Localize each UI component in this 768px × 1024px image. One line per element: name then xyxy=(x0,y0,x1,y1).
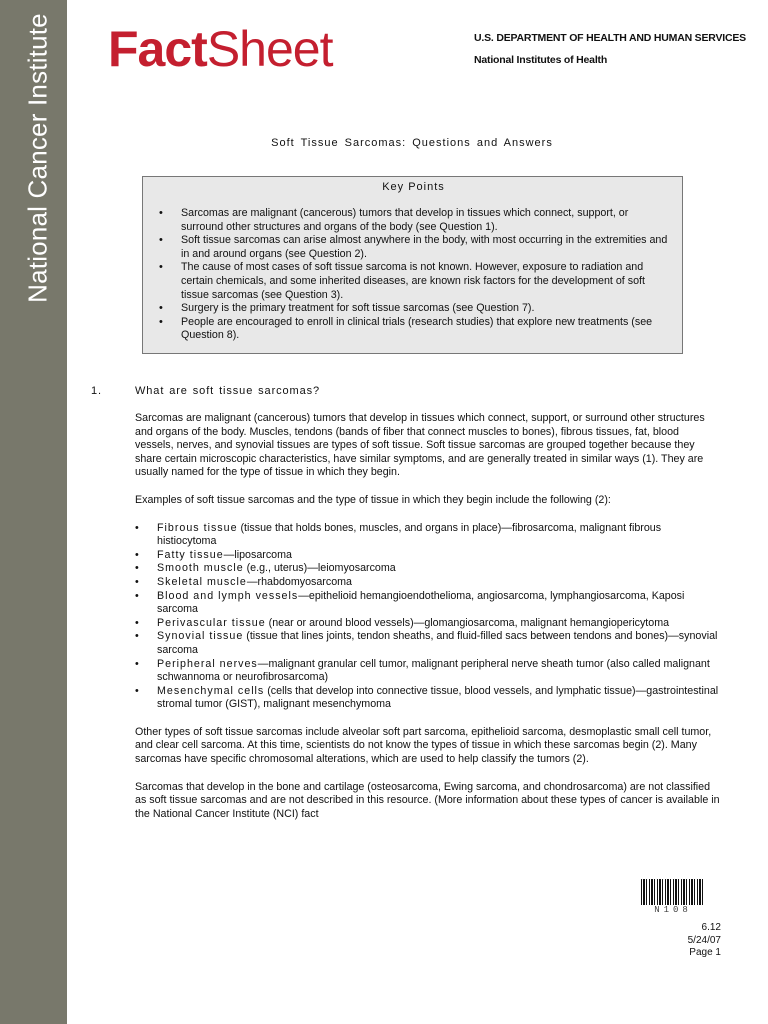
question-heading xyxy=(91,385,320,397)
key-points-heading: Key Points xyxy=(382,181,445,193)
example-desc: —epithelioid hemangioendothelioma, angiosarcoma, lymphangiosarcoma, Kaposi sarcoma xyxy=(157,589,685,616)
example-item xyxy=(135,590,720,617)
key-points-list xyxy=(157,207,670,343)
key-point-item: • Sarcomas are malignant (cancerous) tumors that develop in tissues which connect, support, or surround other structures and organs of the body (see Question 1). xyxy=(157,207,670,234)
answer-paragraph: Sarcomas that develop in the bone and cartilage (osteosarcoma, Ewing sarcoma, and chondrosarcoma) are not classified as soft tissue sarcomas and are not described in this resource. (More information about these types of cancer is available in the National Cancer Institute (NCI) fact xyxy=(135,780,720,820)
example-item xyxy=(135,522,720,549)
example-term: Blood and lymph vessels xyxy=(157,589,299,602)
key-points-box xyxy=(142,176,683,354)
example-term: Fatty tissue xyxy=(157,548,224,561)
key-point-item: • People are encouraged to enroll in clinical trials (research studies) that explore new treatments (see Question 8). xyxy=(157,316,670,343)
question-text: What are soft tissue sarcomas? xyxy=(135,385,321,397)
example-desc: (cells that develop into connective tissue, blood vessels, and lymphatic tissue)—gastrointestinal stromal tumor (GIST), malignant mesenchymoma xyxy=(157,684,719,711)
sidebar-band xyxy=(0,0,67,1024)
example-term: Peripheral nerves xyxy=(157,657,258,670)
example-desc: (near or around blood vessels)—glomangiosarcoma, malignant hemangiopericytoma xyxy=(265,616,670,629)
example-item xyxy=(135,617,720,631)
example-desc: (tissue that holds bones, muscles, and organs in place)—fibrosarcoma, malignant fibrous histiocytoma xyxy=(157,521,662,548)
answer-body xyxy=(135,412,720,835)
page-number: Page 1 xyxy=(689,947,721,958)
barcode-image xyxy=(641,879,705,905)
example-term: Skeletal muscle xyxy=(157,575,247,588)
example-item xyxy=(135,549,720,563)
example-desc: —rhabdomyosarcoma xyxy=(246,575,352,588)
answer-paragraph: Other types of soft tissue sarcomas include alveolar soft part sarcoma, epithelioid sarcoma, desmoplastic small cell tumor, and clear cell sarcoma. At this time, scientists do not know the types of tissue in which these sarcomas begin (2). Many sarcomas have specific chromosomal alterations, which are used to help classify the tumors (2). xyxy=(135,725,712,766)
logo-sheet: Sheet xyxy=(206,21,333,77)
example-term: Fibrous tissue xyxy=(157,521,238,534)
page-meta xyxy=(688,922,721,960)
barcode-number: N108 xyxy=(654,905,692,915)
example-term: Mesenchymal cells xyxy=(157,684,265,697)
factsheet-logo xyxy=(108,20,332,78)
question-number: 1. xyxy=(91,385,102,397)
logo-fact: Fact xyxy=(108,21,207,77)
example-item xyxy=(135,576,720,590)
answer-paragraph: Sarcomas are malignant (cancerous) tumors that develop in tissues which connect, support, or surround other structures and organs of the body. Muscles, tendons (bands of fiber that connect muscles to bones), fibrous tissues, fat, blood vessels, nerves, and synovial tissues are types of soft tissue. Soft tissue sarcomas are grouped together because they share certain microscopic characteristics, have similar symptoms, and are generally treated in similar ways (1). They are usually named for the type of tissue in which they begin. xyxy=(135,412,705,479)
example-desc: —liposarcoma xyxy=(223,548,292,561)
example-term: Perivascular tissue xyxy=(157,616,266,629)
key-point-item: • The cause of most cases of soft tissue sarcoma is not known. However, exposure to radiation and certain chemicals, and some inherited diseases, are known risk factors for the development of soft tissue sarcomas (see Question 3). xyxy=(157,261,670,302)
example-desc: —malignant granular cell tumor, malignant peripheral nerve sheath tumor (also called malignant schwannoma or neurofibrosarcoma) xyxy=(157,657,710,684)
example-term: Synovial tissue xyxy=(157,630,244,643)
document-code: 6.12 xyxy=(701,922,721,933)
agency-institutes: National Institutes of Health xyxy=(474,54,608,66)
agency-block xyxy=(474,32,746,76)
key-point-item: • Surgery is the primary treatment for soft tissue sarcomas (see Question 7). xyxy=(157,302,670,316)
document-date: 5/24/07 xyxy=(687,934,721,946)
answer-paragraph: Examples of soft tissue sarcomas and the type of tissue in which they begin include the following (2): xyxy=(135,493,611,506)
example-item xyxy=(135,685,720,712)
example-item xyxy=(135,658,720,685)
agency-department: U.S. DEPARTMENT OF HEALTH AND HUMAN SERVICES xyxy=(474,32,746,44)
example-term: Smooth muscle xyxy=(157,562,244,575)
example-item xyxy=(135,630,720,657)
examples-list xyxy=(135,522,720,712)
example-item xyxy=(135,562,720,576)
example-desc: (e.g., uterus)—leiomyosarcoma xyxy=(243,562,396,575)
sidebar-institute-label: National Cancer Institute xyxy=(22,13,53,303)
document-title: Soft Tissue Sarcomas: Questions and Answers xyxy=(271,137,553,149)
key-point-item: • Soft tissue sarcomas can arise almost anywhere in the body, with most occurring in the extremities and in and around organs (see Question 2). xyxy=(157,234,670,261)
example-desc: (tissue that lines joints, tendon sheaths, and fluid-filled sacs between tendons and bones)—synovial sarcoma xyxy=(157,630,718,656)
